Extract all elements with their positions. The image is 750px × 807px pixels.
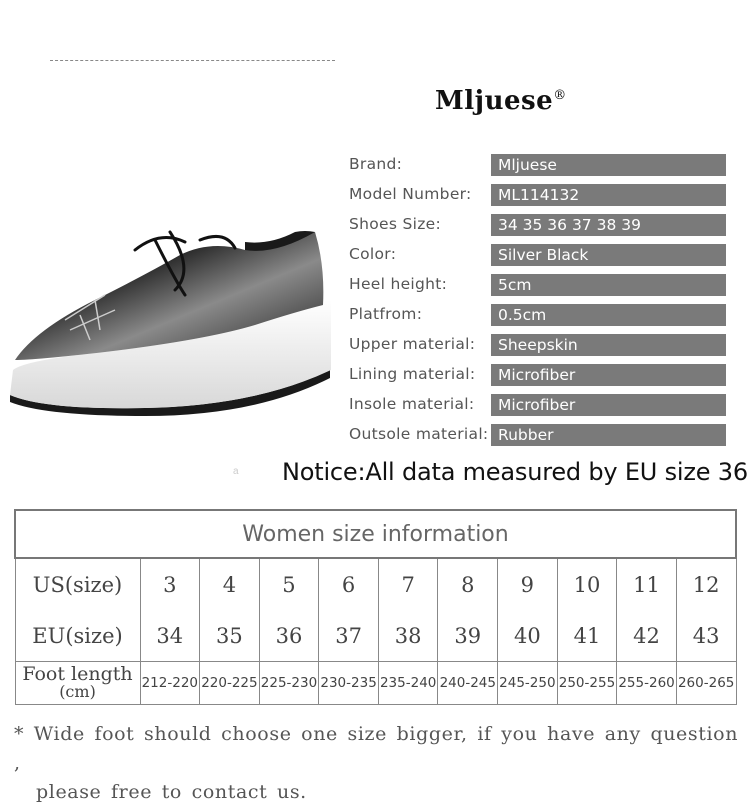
- spec-row-platform: [349, 303, 729, 333]
- spec-value: 0.5cm: [491, 304, 726, 326]
- us-size-cell: 11: [617, 558, 677, 611]
- footnote-line-1: * Wide foot should choose one size bigger, if you have any question ,: [14, 723, 739, 774]
- registered-mark: ®: [553, 88, 567, 103]
- spec-label: Lining material:: [349, 365, 476, 383]
- shoe-image: [5, 220, 335, 420]
- foot-length-text: Foot length: [22, 663, 133, 685]
- eu-size-cell: 40: [498, 611, 558, 662]
- spec-label: Platfrom:: [349, 305, 423, 323]
- us-size-cell: 9: [498, 558, 558, 611]
- spec-value: Microfiber: [491, 394, 726, 416]
- spec-row-shoes-size: [349, 213, 729, 243]
- foot-length-cell: 225-230: [259, 662, 319, 705]
- spec-value: 34 35 36 37 38 39: [491, 214, 726, 236]
- size-table-title: Women size information: [15, 510, 736, 558]
- spec-label: Brand:: [349, 155, 403, 173]
- us-size-cell: 10: [557, 558, 617, 611]
- spec-value: Silver Black: [491, 244, 726, 266]
- brand-logo-text: Mljuese: [435, 86, 554, 116]
- us-size-cell: 4: [200, 558, 260, 611]
- us-size-cell: 5: [259, 558, 319, 611]
- foot-length-row: [15, 662, 736, 705]
- eu-size-cell: 42: [617, 611, 677, 662]
- spec-label: Insole material:: [349, 395, 475, 413]
- eu-size-cell: 43: [676, 611, 736, 662]
- foot-length-cell: 220-225: [200, 662, 260, 705]
- spec-row-model-number: [349, 183, 729, 213]
- foot-length-unit: (cm): [59, 682, 96, 701]
- foot-length-cell: 245-250: [498, 662, 558, 705]
- foot-length-cell: 240-245: [438, 662, 498, 705]
- eu-size-label: EU(size): [15, 611, 140, 662]
- spec-value: Rubber: [491, 424, 726, 446]
- spec-row-brand: [349, 153, 729, 183]
- spec-row-lining-material: [349, 363, 729, 393]
- faint-mark: a: [233, 466, 239, 477]
- spec-label: Shoes Size:: [349, 215, 442, 233]
- spec-list: [349, 153, 729, 453]
- us-size-cell: 12: [676, 558, 736, 611]
- eu-size-cell: 36: [259, 611, 319, 662]
- eu-size-cell: 41: [557, 611, 617, 662]
- dashed-divider: [50, 60, 335, 61]
- brand-logo: [435, 86, 567, 116]
- eu-size-cell: 39: [438, 611, 498, 662]
- foot-length-cell: 230-235: [319, 662, 379, 705]
- foot-length-cell: 260-265: [676, 662, 736, 705]
- spec-label: Model Number:: [349, 185, 472, 203]
- spec-value: Mljuese: [491, 154, 726, 176]
- us-size-cell: 7: [378, 558, 438, 611]
- spec-value: ML114132: [491, 184, 726, 206]
- spec-label: Upper material:: [349, 335, 476, 353]
- foot-length-cell: 235-240: [378, 662, 438, 705]
- spec-row-color: [349, 243, 729, 273]
- us-size-cell: 6: [319, 558, 379, 611]
- eu-size-row: [15, 611, 736, 662]
- eu-size-cell: 34: [140, 611, 200, 662]
- spec-row-outsole-material: [349, 423, 729, 453]
- foot-length-cell: 255-260: [617, 662, 677, 705]
- spec-label: Outsole material:: [349, 425, 489, 443]
- footnote: [14, 720, 744, 807]
- spec-row-heel-height: [349, 273, 729, 303]
- eu-size-cell: 35: [200, 611, 260, 662]
- notice-text: Notice:All data measured by EU size 36: [282, 458, 748, 486]
- footnote-line-2: please free to contact us.: [36, 781, 307, 803]
- eu-size-cell: 38: [378, 611, 438, 662]
- spec-value: Microfiber: [491, 364, 726, 386]
- spec-label: Heel height:: [349, 275, 448, 293]
- foot-length-cell: 212-220: [140, 662, 200, 705]
- us-size-cell: 3: [140, 558, 200, 611]
- us-size-row: [15, 558, 736, 611]
- spec-value: Sheepskin: [491, 334, 726, 356]
- spec-row-upper-material: [349, 333, 729, 363]
- eu-size-cell: 37: [319, 611, 379, 662]
- spec-row-insole-material: [349, 393, 729, 423]
- us-size-cell: 8: [438, 558, 498, 611]
- spec-value: 5cm: [491, 274, 726, 296]
- foot-length-cell: 250-255: [557, 662, 617, 705]
- foot-length-label: [15, 662, 140, 705]
- shoe-illustration: [5, 220, 335, 420]
- us-size-label: US(size): [15, 558, 140, 611]
- size-chart-table: [14, 509, 737, 705]
- spec-label: Color:: [349, 245, 397, 263]
